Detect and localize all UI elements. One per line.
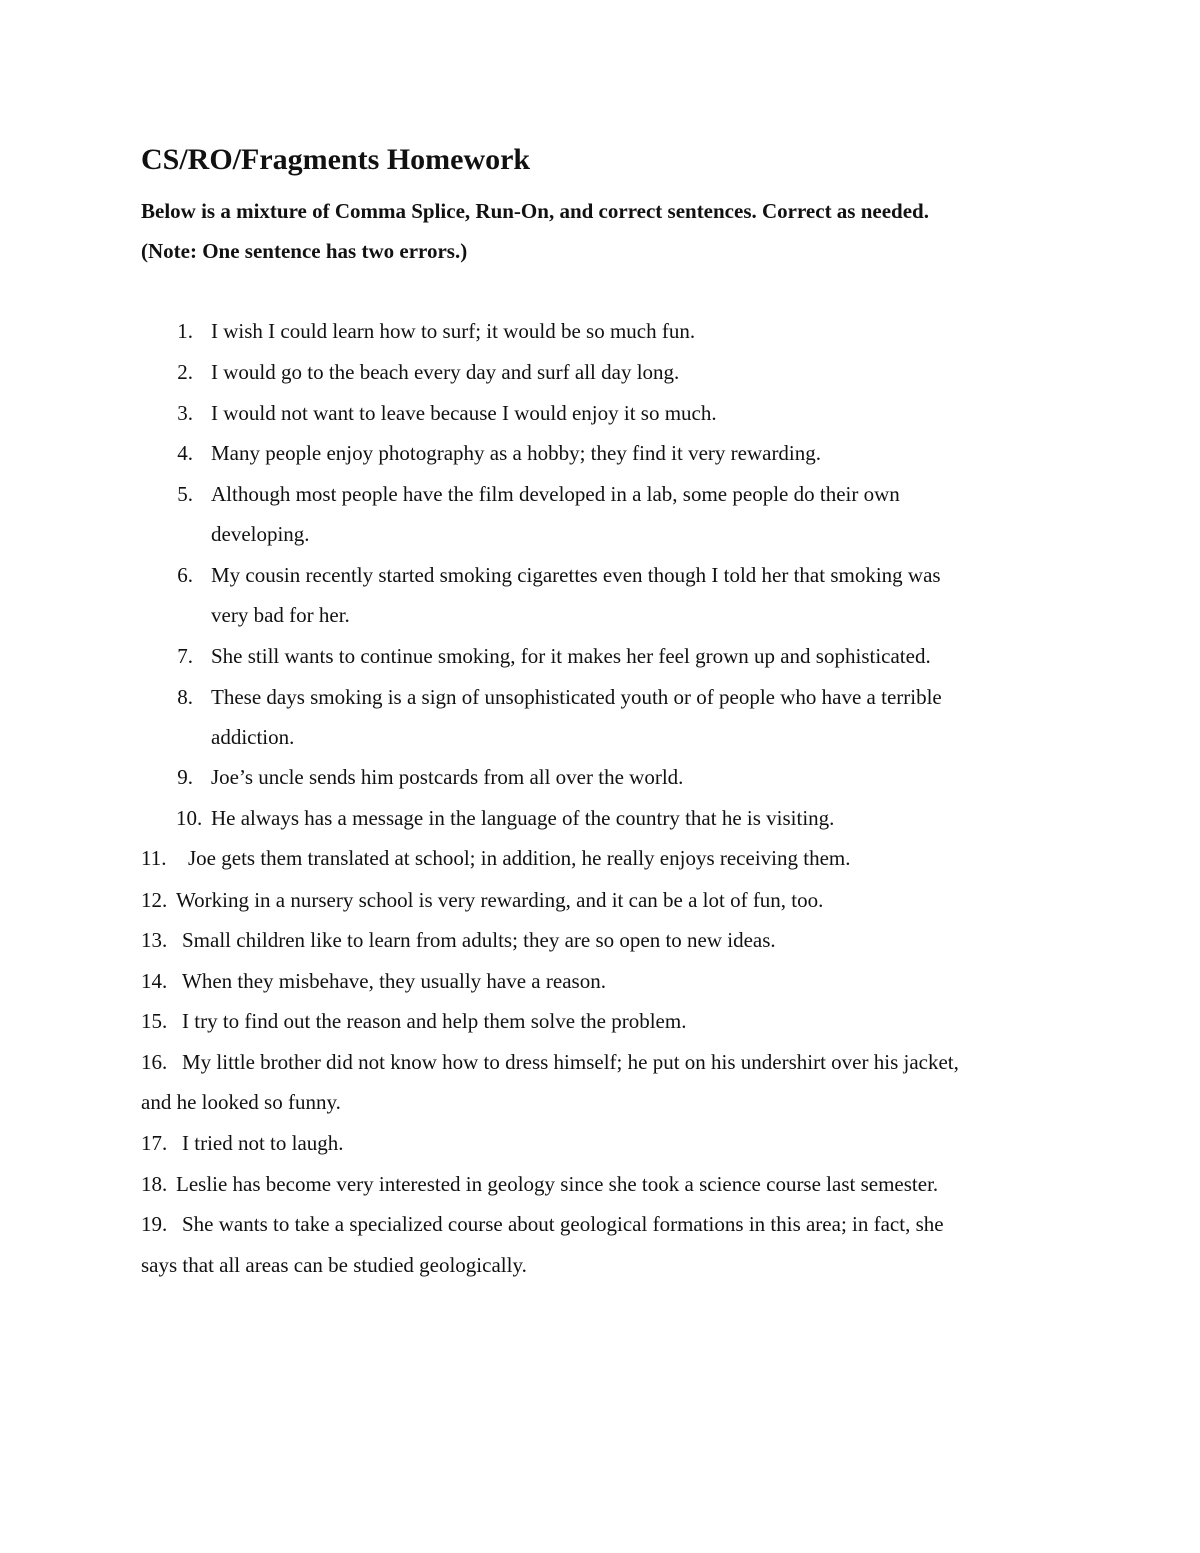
list-item-text: I try to find out the reason and help them solve the problem. [182, 1009, 687, 1033]
list-item-text: She wants to take a specialized course about geological formations in this area; in fact, she [182, 1212, 944, 1236]
list-item-number: 17. [141, 1131, 168, 1155]
list-item-number: 7. [177, 644, 193, 668]
list-item-text-continuation: developing. [211, 522, 310, 546]
list-item-text-continuation: says that all areas can be studied geologically. [141, 1253, 527, 1277]
list-item-number: 15. [141, 1009, 168, 1033]
list-item-text-continuation: addiction. [211, 725, 295, 749]
list-item-number: 1. [177, 319, 193, 343]
list-item-text: I would not want to leave because I would enjoy it so much. [211, 401, 717, 425]
list-item-number: 8. [177, 685, 193, 709]
list-item-text: I tried not to laugh. [182, 1131, 344, 1155]
list-item-text: Joe’s uncle sends him postcards from all over the world. [211, 765, 684, 789]
instructions-line-2: (Note: One sentence has two errors.) [141, 239, 468, 263]
list-item-number: 11. [141, 846, 167, 870]
list-item-number: 4. [177, 441, 193, 465]
list-item-text: These days smoking is a sign of unsophisticated youth or of people who have a terrible [211, 685, 942, 709]
list-item-text-continuation: and he looked so funny. [141, 1090, 341, 1114]
list-item-number: 3. [177, 401, 193, 425]
instructions-line-1: Below is a mixture of Comma Splice, Run-On, and correct sentences. Correct as needed. [141, 199, 929, 223]
list-item-text: Leslie has become very interested in geology since she took a science course last semester. [176, 1172, 939, 1196]
list-item-number: 18. [141, 1172, 168, 1196]
list-item-text: I wish I could learn how to surf; it would be so much fun. [211, 319, 696, 343]
list-item-text: My cousin recently started smoking cigarettes even though I told her that smoking was [211, 563, 941, 587]
list-item-number: 12. [141, 888, 168, 912]
list-item-text-continuation: very bad for her. [211, 603, 350, 627]
list-item-number: 10. [176, 806, 203, 830]
list-item-text: He always has a message in the language of the country that he is visiting. [211, 806, 835, 830]
list-item-number: 13. [141, 928, 168, 952]
list-item-number: 6. [177, 563, 193, 587]
list-item-text: Small children like to learn from adults; they are so open to new ideas. [182, 928, 776, 952]
document-title: CS/RO/Fragments Homework [141, 143, 531, 176]
list-item-text: Although most people have the film developed in a lab, some people do their own [211, 482, 900, 506]
list-item-text: I would go to the beach every day and surf all day long. [211, 360, 680, 384]
list-item-text: Joe gets them translated at school; in addition, he really enjoys receiving them. [188, 846, 851, 870]
list-item-text: My little brother did not know how to dress himself; he put on his undershirt over his jacket, [182, 1050, 959, 1074]
list-item-text: She still wants to continue smoking, for it makes her feel grown up and sophisticated. [211, 644, 931, 668]
list-item-number: 14. [141, 969, 168, 993]
list-item-number: 16. [141, 1050, 168, 1074]
list-item-number: 2. [177, 360, 193, 384]
list-item-number: 19. [141, 1212, 168, 1236]
list-item-number: 5. [177, 482, 193, 506]
list-item-text: Many people enjoy photography as a hobby; they find it very rewarding. [211, 441, 822, 465]
list-item-number: 9. [177, 765, 193, 789]
list-item-text: When they misbehave, they usually have a reason. [182, 969, 606, 993]
list-item-text: Working in a nursery school is very rewarding, and it can be a lot of fun, too. [176, 888, 824, 912]
